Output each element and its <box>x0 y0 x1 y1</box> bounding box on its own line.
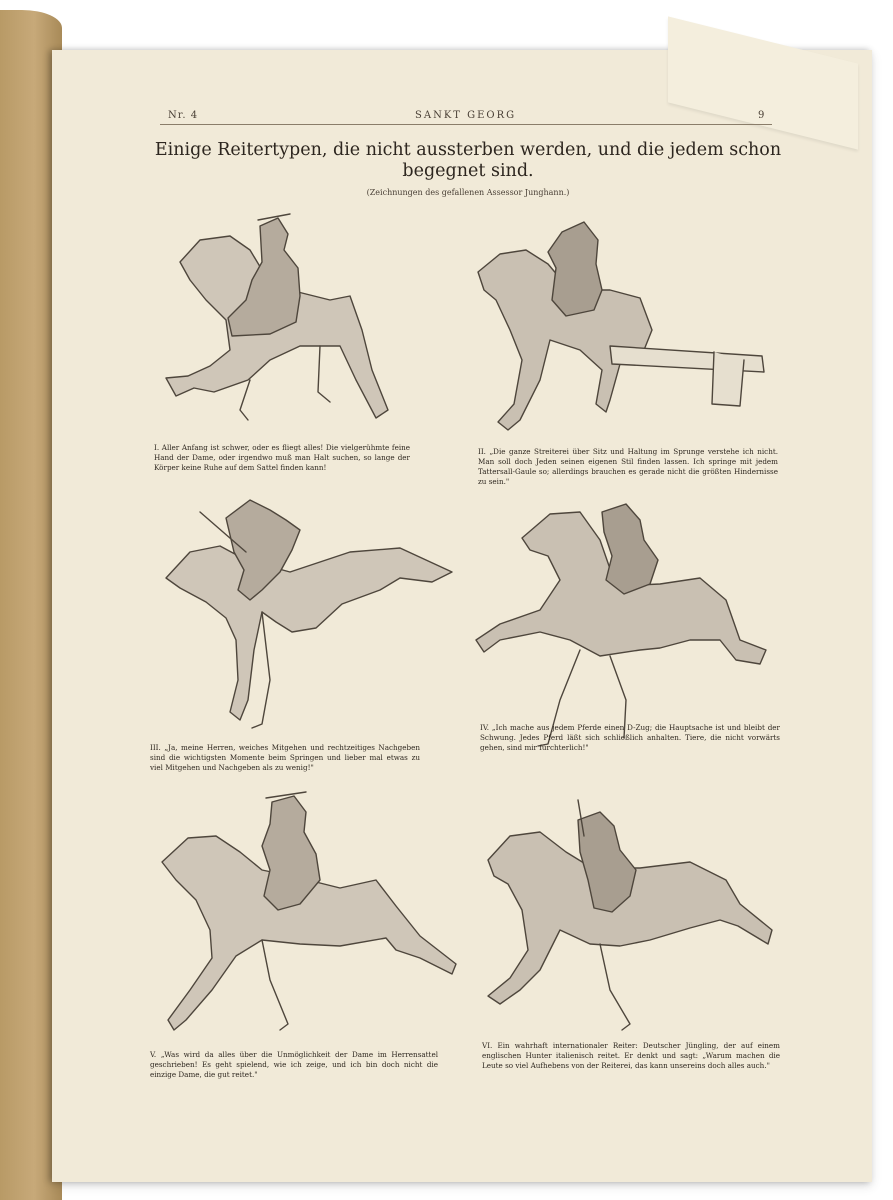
illustration-2-jumping-rider <box>478 222 764 430</box>
illustration-3-bucking-horse <box>166 500 452 728</box>
caption-1: I. Aller Anfang ist schwer, oder es fliegt alles! Die vielgerühmte feine Hand der Dame, oder irgendwo muß man Halt suchen, so lange der Körper keine Ruhe auf dem Sattel finden kann! <box>154 443 410 472</box>
article-subtitle: (Zeichnungen des gefallenen Assessor Junghann.) <box>366 188 570 197</box>
issue-number: Nr. 4 <box>168 110 199 121</box>
caption-4: IV. „Ich mache aus jedem Pferde einen D-Zug; die Hauptsache ist und bleibt der Schwung. Jedes Pferd läßt sich schließlich anhalten. Tiere, die nicht vorwärts gehen, sind mir fürchterlich!" <box>480 723 780 752</box>
caption-6: VI. Ein wahrhaft internationaler Reiter: Deutscher Jüngling, der auf einem englischen Hunter italienisch reitet. Er denkt und sagt: „Warum machen die Leute so viel Aufhebens von der Reiterei, das kann unsereins doch alles auch." <box>482 1041 780 1070</box>
page-number: 9 <box>758 110 766 121</box>
illustration-5-lady-astride <box>162 792 456 1030</box>
magazine-name: SANKT GEORG <box>415 110 517 121</box>
caption-5: V. „Was wird da alles über die Unmöglichkeit der Dame im Herrensattel geschrieben! Es geht spielend, wie ich zeige, und ich bin doch nicht die einzige Dame, die gut reitet." <box>150 1050 438 1079</box>
caption-2: II. „Die ganze Streiterei über Sitz und Haltung im Sprunge verstehe ich nicht. Man soll doch Jeden seinen eigenen Stil finden lassen. Ich springe mit jedem Tattersall-Gaule so; allerdings brauchen es gerade nicht die größten Hindernisse zu sein." <box>478 447 778 486</box>
illustration-6-international-rider <box>488 800 772 1030</box>
illustration-4-galloping-jockey <box>476 504 766 746</box>
article-title: Einige Reitertypen, die nicht aussterben werden, und die jedem schon begegnet sind. <box>154 140 782 181</box>
illustration-1-lady-rider <box>166 214 388 420</box>
caption-3: III. „Ja, meine Herren, weiches Mitgehen und rechtzeitiges Nachgeben sind die wichtigsten Momente beim Springen und lieber mal etwas zu viel Mitgehen und Nachgeben als zu wenig!" <box>150 743 420 772</box>
